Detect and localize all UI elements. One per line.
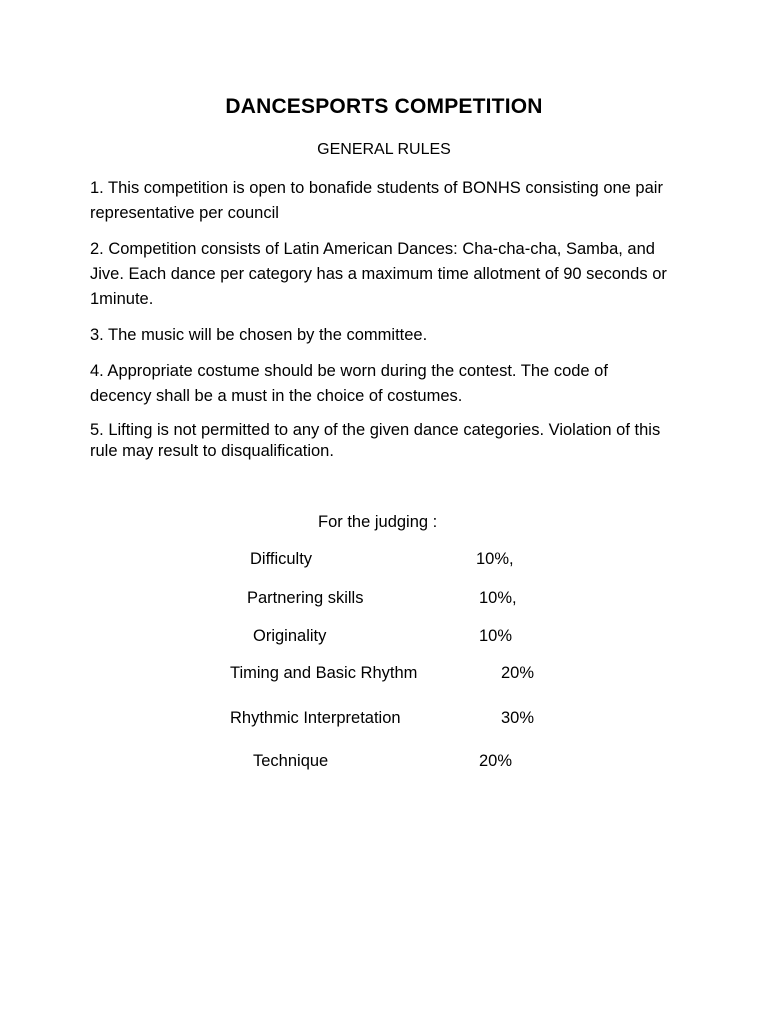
rule-item: 3. The music will be chosen by the committee. <box>90 326 428 344</box>
criterion-weight: 30% <box>501 709 535 727</box>
criterion-name: Difficulty <box>250 550 313 568</box>
rule-item: 4. Appropriate costume should be worn during the contest. The code of decency shall be a must in the choice of costumes. <box>90 362 608 405</box>
criterion-name: Timing and Basic Rhythm <box>230 664 418 682</box>
criterion-weight: 20% <box>479 752 513 770</box>
criterion-weight: 10% <box>479 627 513 645</box>
rule-item: 2. Competition consists of Latin American Dances: Cha-cha-cha, Samba, and Jive. Each dance per category has a maximum time allotment of 90 seconds or 1minute. <box>90 240 667 308</box>
criterion-name: Originality <box>253 627 327 645</box>
criterion-weight: 10%, <box>476 550 514 568</box>
document-title: DANCESPORTS COMPETITION <box>225 95 543 118</box>
criterion-weight: 20% <box>501 664 535 682</box>
criterion-name: Partnering skills <box>247 589 364 607</box>
judging-heading: For the judging : <box>318 513 438 531</box>
rules-list <box>90 176 670 473</box>
rule-item: 1. This competition is open to bonafide students of BONHS consisting one pair representative per council <box>90 179 663 222</box>
criterion-name: Technique <box>253 752 329 770</box>
document-subtitle: GENERAL RULES <box>317 141 451 158</box>
criterion-name: Rhythmic Interpretation <box>230 709 401 727</box>
criterion-weight: 10%, <box>479 589 517 607</box>
rule-item: 5. Lifting is not permitted to any of the given dance categories. Violation of this rule may result to disqualification. <box>90 421 661 460</box>
